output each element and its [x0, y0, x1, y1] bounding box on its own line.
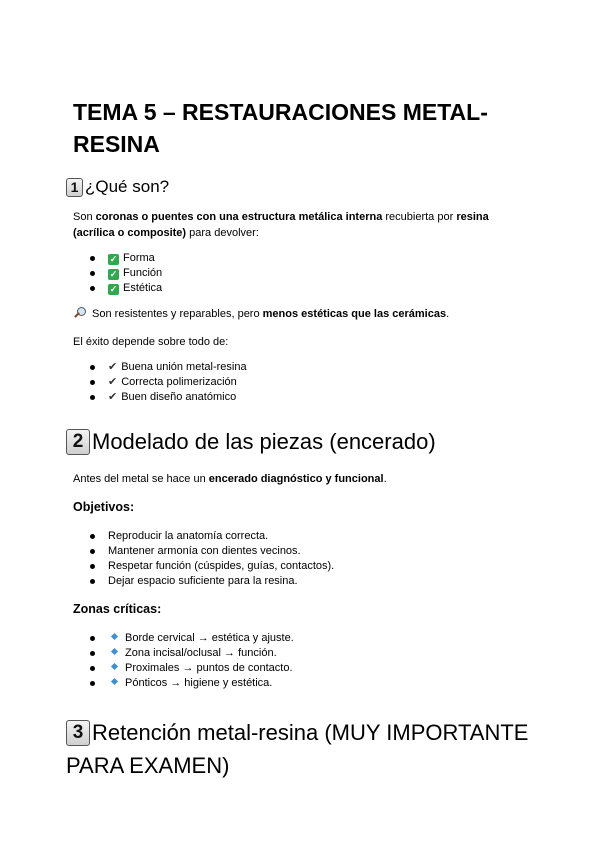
list-item-text: Forma: [123, 252, 155, 264]
list-item-text: Pónticos → higiene y estética.: [125, 677, 273, 689]
list-item-text: Zona incisal/oclusal → función.: [125, 647, 277, 659]
section-1-heading: [66, 177, 169, 197]
text-run: .: [446, 308, 450, 320]
bold-text: coronas o puentes con una estructura metálica interna: [95, 211, 383, 223]
list-item-text: Borde cervical → estética y ajuste.: [125, 632, 294, 644]
bold-text: encerado diagnóstico y funcional: [208, 473, 384, 485]
list-item: Dejar espacio suficiente para la resina.: [90, 574, 334, 589]
success-factors-list: [90, 360, 247, 405]
list-item-text: Buen diseño anatómico: [121, 391, 237, 403]
list-item: [90, 661, 294, 676]
list-item: [90, 266, 162, 281]
section-2-intro: [73, 471, 533, 487]
text-run: recubierta por: [382, 211, 457, 223]
text-run: Son: [73, 211, 96, 223]
section-2-heading: [66, 429, 436, 455]
list-item: [90, 360, 247, 375]
section-1-note: [73, 306, 533, 322]
check-mark-icon: ✓: [109, 254, 118, 264]
section-heading-text: Modelado de las piezas (encerado): [92, 429, 436, 454]
critical-zones-list: [90, 631, 294, 691]
check-mark-icon: ✓: [109, 269, 118, 279]
list-item: [90, 646, 294, 661]
list-item: [90, 251, 162, 266]
text-run: Son resistentes y reparables, pero: [89, 308, 263, 320]
magnifier-icon: [73, 307, 87, 319]
list-item-text: Proximales → puntos de contacto.: [125, 662, 293, 674]
section-heading-text: Retención metal-resina (MUY IMPORTANTE PARA EXAMEN): [66, 720, 529, 778]
zonas-subheading: Zonas críticas:: [73, 602, 162, 616]
list-item-text: Función: [123, 267, 163, 279]
list-item: [90, 676, 294, 691]
list-item-text: Estética: [123, 282, 163, 294]
heavy-check-icon: ✔: [108, 376, 118, 388]
bold-text: menos estéticas que las cerámicas: [262, 308, 447, 320]
list-item: Respetar función (cúspides, guías, contactos).: [90, 559, 334, 574]
list-item: [90, 390, 247, 405]
list-item-text: Correcta polimerización: [121, 376, 237, 388]
bold-text: resina (acrílica o composite): [73, 211, 489, 239]
section-3-heading: [66, 716, 536, 782]
section-1-intro: [73, 209, 533, 241]
blue-diamond-icon: [111, 648, 118, 655]
keycap-number-icon: 2: [66, 429, 90, 455]
list-item: Reproducir la anatomía correcta.: [90, 529, 334, 544]
heavy-check-icon: ✔: [108, 361, 118, 373]
list-item: [90, 375, 247, 390]
objetivos-subheading: Objetivos:: [73, 500, 135, 514]
text-run: .: [383, 473, 387, 485]
document-title: TEMA 5 – RESTAURACIONES METAL-RESINA: [73, 99, 488, 157]
blue-diamond-icon: [111, 633, 118, 640]
keycap-number-icon: 3: [66, 720, 90, 746]
check-mark-icon: ✓: [109, 284, 118, 294]
list-item: [90, 631, 294, 646]
blue-diamond-icon: [111, 678, 118, 685]
objectives-list: [90, 529, 334, 589]
list-item-text: Buena unión metal-resina: [121, 361, 247, 373]
heavy-check-icon: ✔: [108, 391, 118, 403]
text-run: Antes del metal se hace un: [73, 473, 209, 485]
blue-diamond-icon: [111, 663, 118, 670]
section-heading-text: ¿Qué son?: [85, 177, 170, 196]
list-item: [90, 281, 162, 296]
text-run: para devolver:: [186, 227, 259, 239]
section-1-depends: El éxito depende sobre todo de:: [73, 336, 229, 348]
list-item: Mantener armonía con dientes vecinos.: [90, 544, 334, 559]
purpose-list: [90, 251, 162, 296]
keycap-number-icon: 1: [66, 178, 83, 197]
